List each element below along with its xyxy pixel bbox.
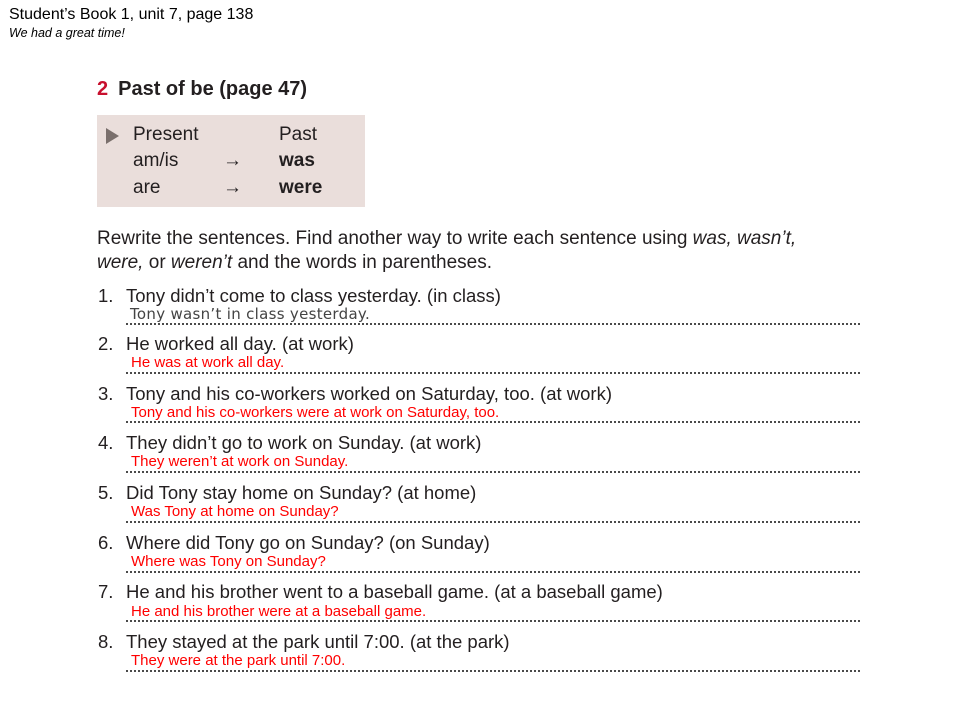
item-prompt: He and his brother went to a baseball game. (at a baseball game) [126,581,663,602]
slide-header [9,5,253,41]
answer-text: They were at the park until 7:00. [131,652,346,669]
header-subtitle: We had a great time! [9,26,125,40]
item-prompt: Tony and his co-workers worked on Saturday, too. (at work) [126,383,613,404]
item-number: 7. [98,581,114,602]
grammar-row2-past: were [279,177,323,198]
answer-line [126,571,860,573]
answer-line [126,670,860,672]
instructions-text: and the words in parentheses. [232,252,493,273]
grammar-row1-present: am/is [133,150,179,171]
item-prompt: They stayed at the park until 7:00. (at the park) [126,631,510,652]
section-title [97,78,307,101]
play-triangle-icon [106,128,119,144]
answer-text: Where was Tony on Sunday? [131,553,326,570]
answer-line [126,620,860,622]
item-prompt: Where did Tony go on Sunday? (on Sunday) [126,532,490,553]
answer-line [126,521,860,523]
item-prompt: He worked all day. (at work) [126,333,354,354]
answer-text: He and his brother were at a baseball game. [131,603,427,620]
item-prompt: Did Tony stay home on Sunday? (at home) [126,482,477,503]
answer-line [126,421,860,423]
example-answer: Tony wasn’t in class yesterday. [130,305,371,323]
item-number: 5. [98,482,114,503]
instructions-text: Rewrite the sentences. Find another way to write each sentence using [97,228,693,249]
answer-text: They weren’t at work on Sunday. [131,453,349,470]
grammar-row1-past: was [279,150,315,171]
answer-line [126,471,860,473]
item-number: 1. [98,285,114,306]
answer-text: Tony and his co-workers were at work on Saturday, too. [131,404,500,421]
grammar-col-past-header: Past [279,124,318,145]
item-number: 3. [98,383,114,404]
grammar-box [97,115,365,207]
answer-line [126,372,860,374]
section-number: 2 [97,78,109,100]
grammar-col-present-header: Present [133,124,199,145]
answer-text: Was Tony at home on Sunday? [131,503,339,520]
item-number: 8. [98,631,114,652]
header-title: Student’s Book 1, unit 7, page 138 [9,6,254,23]
item-prompt: Tony didn’t come to class yesterday. (in class) [126,285,501,306]
instructions [97,227,857,275]
instructions-text: or [143,252,171,273]
instructions-keyword: was, wasn’t, [692,228,797,249]
item-prompt: They didn’t go to work on Sunday. (at work) [126,432,482,453]
answer-line [126,323,860,325]
answer-text: He was at work all day. [131,354,285,371]
arrow-right-icon: → [223,150,242,171]
instructions-keyword: were, [97,252,144,273]
arrow-right-icon: → [223,177,242,198]
item-number: 6. [98,532,114,553]
instructions-keyword: weren’t [170,252,233,273]
section-title-text: Past of be (page 47) [118,78,308,100]
item-number: 4. [98,432,114,453]
grammar-row2-present: are [133,177,161,198]
item-number: 2. [98,333,114,354]
